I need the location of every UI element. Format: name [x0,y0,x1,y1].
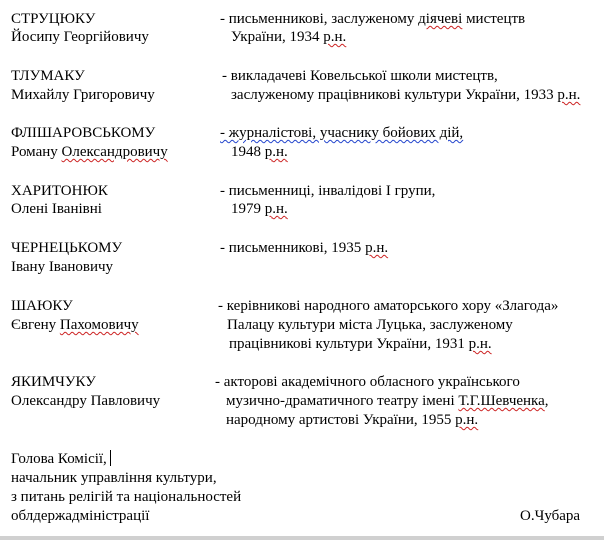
signature-title-line: з питань релігій та національностей [11,489,242,505]
entry-given-name: Олені Іванівні [11,201,102,217]
entry-description-line: працівникові культури України, 1931 р.н. [229,336,492,352]
entry-description-line: 1979 р.н. [231,201,288,217]
entry-description-line: заслуженому працівникові культури України, 1933 р.н. [231,87,581,103]
entry-surname: ШАЮКУ [11,298,73,314]
entry-given-name: Йосипу Георгійовичу [11,29,149,45]
entry-given-name: Івану Івановичу [11,259,114,275]
signatory-name: О.Чубара [520,508,581,524]
entry-surname: ЯКИМЧУКУ [11,374,96,390]
page-bottom-edge [0,536,604,540]
signature-title-line: облдержадміністрації [11,508,150,524]
entry-description-line: - журналістові, учаснику бойових дій, [220,125,464,141]
entry-description-line: - письменникові, 1935 р.н. [220,240,389,256]
entry-description-line: музично-драматичного театру імені Т.Г.Шевченка, [226,393,549,409]
entry-description-line: 1948 р.н. [231,144,288,160]
entry-surname: СТРУЦЮКУ [11,11,96,27]
entry-surname: ХАРИТОНЮК [11,183,108,199]
entry-description-line: Палацу культури міста Луцька, заслуженому [227,317,513,333]
entry-given-name: Євгену Пахомовичу [11,317,139,333]
entry-description-line: - письменниці, інвалідові І групи, [220,183,436,199]
entry-description-line: України, 1934 р.н. [231,29,347,45]
entry-given-name: Олександру Павловичу [11,393,161,409]
entry-description-line: народному артистові України, 1955 р.н. [226,412,479,428]
entry-surname: ТЛУМАКУ [11,68,85,84]
signature-title-line: Голова Комісії, [11,450,111,468]
entry-description-line: - викладачеві Ковельської школи мистецтв, [222,68,498,84]
entry-given-name: Михайлу Григоровичу [11,87,155,103]
text-cursor [110,450,111,466]
entry-description-line: - акторові академічного обласного українського [215,374,520,390]
entry-surname: ЧЕРНЕЦЬКОМУ [11,240,123,256]
signature-title-line: начальник управління культури, [11,470,217,486]
entry-description-line: - керівникові народного аматорського хору «Злагода» [218,298,559,314]
entry-given-name: Роману Олександровичу [11,144,168,160]
entry-surname: ФЛІШАРОВСЬКОМУ [11,125,156,141]
entry-description-line: - письменникові, заслуженому діячеві мистецтв [220,11,526,27]
